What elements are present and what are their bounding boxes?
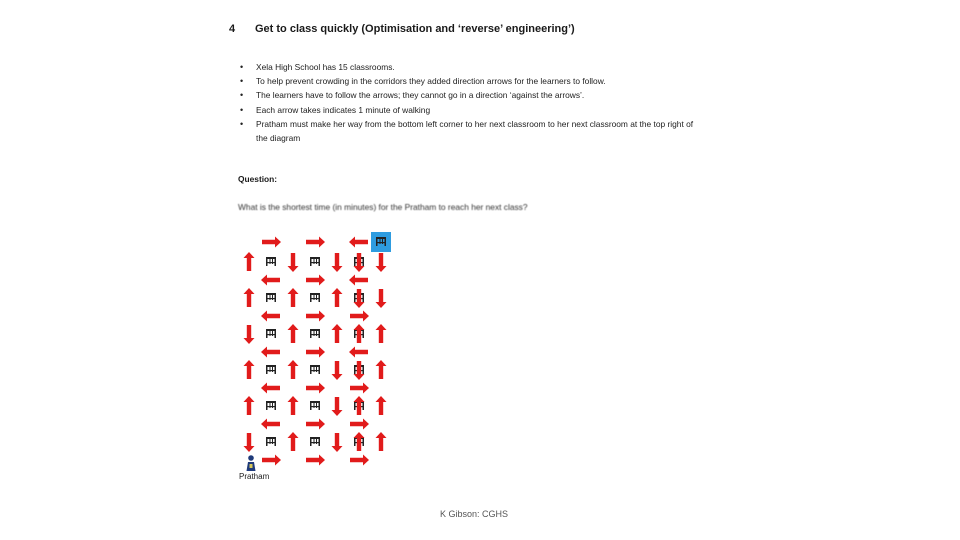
arrow-down: [332, 397, 343, 416]
arrow-down: [288, 253, 299, 272]
arrow-right: [306, 347, 325, 358]
arrow-right: [306, 455, 325, 466]
bullet-item: • Each arrow takes indicates 1 minute of walking: [236, 103, 706, 117]
arrow-right: [350, 311, 369, 322]
classroom-icon: [266, 293, 276, 302]
arrow-right: [350, 419, 369, 430]
arrow-up: [244, 252, 255, 271]
arrow-down: [244, 325, 255, 344]
arrow-right: [262, 455, 281, 466]
question-number: 4: [229, 23, 236, 35]
arrow-up: [288, 324, 299, 343]
footer-credit: K Gibson: CGHS: [440, 509, 509, 519]
arrow-right: [306, 237, 325, 248]
arrow-up: [288, 360, 299, 379]
arrow-right: [262, 237, 281, 248]
classroom-icon: [266, 365, 276, 374]
bullet-item: • The learners have to follow the arrows; they cannot go in a direction ‘against the arrows’.: [236, 88, 706, 102]
bullet-item: • To help prevent crowding in the corridors they added direction arrows for the learners to follow.: [236, 74, 706, 88]
classroom-icon: [266, 257, 276, 266]
arrow-up: [332, 324, 343, 343]
bullet-list: [236, 60, 706, 145]
arrow-up: [376, 324, 387, 343]
arrow-down: [244, 433, 255, 452]
classroom-icon: [310, 329, 320, 338]
arrow-up: [288, 288, 299, 307]
classroom-icon: [266, 401, 276, 410]
arrow-left: [261, 311, 280, 322]
arrow-up: [288, 396, 299, 415]
question-text: What is the shortest time (in minutes) for the Pratham to reach her next class?: [238, 202, 528, 212]
arrow-left: [261, 383, 280, 394]
arrow-left: [349, 237, 368, 248]
arrow-up: [332, 288, 343, 307]
arrow-right: [350, 383, 369, 394]
arrow-left: [261, 275, 280, 286]
arrow-right: [306, 311, 325, 322]
arrow-up: [244, 288, 255, 307]
arrow-left: [261, 419, 280, 430]
classroom-icon: [310, 293, 320, 302]
bullet-item: • Pratham must make her way from the bottom left corner to her next classroom to her next classroom at the top right of the diagram: [236, 117, 706, 145]
arrow-right: [306, 275, 325, 286]
target-classroom-icon: [371, 232, 391, 252]
arrow-up: [244, 360, 255, 379]
arrow-right: [306, 419, 325, 430]
arrow-up: [288, 432, 299, 451]
start-label: Pratham: [239, 472, 270, 481]
classroom-icon: [310, 257, 320, 266]
classroom-icon: [266, 329, 276, 338]
question-label: Question:: [238, 174, 278, 184]
arrow-down: [332, 361, 343, 380]
bullet-item: • Xela High School has 15 classrooms.: [236, 60, 706, 74]
classroom-icon: [266, 437, 276, 446]
arrow-down: [332, 433, 343, 452]
arrow-right: [306, 383, 325, 394]
classroom-icon: [310, 365, 320, 374]
arrow-up: [244, 396, 255, 415]
arrow-down: [376, 253, 387, 272]
question-title: Get to class quickly (Optimisation and ‘reverse’ engineering’): [255, 23, 575, 35]
arrow-up: [376, 360, 387, 379]
arrow-up: [376, 432, 387, 451]
arrow-down: [376, 289, 387, 308]
arrow-grid-diagram: [236, 228, 406, 478]
classroom-icon: [310, 401, 320, 410]
arrow-left: [349, 275, 368, 286]
arrow-right: [350, 455, 369, 466]
pratham-person-icon: [247, 455, 256, 471]
arrow-left: [349, 347, 368, 358]
arrow-up: [376, 396, 387, 415]
arrow-down: [332, 253, 343, 272]
classroom-icon: [310, 437, 320, 446]
arrow-left: [261, 347, 280, 358]
